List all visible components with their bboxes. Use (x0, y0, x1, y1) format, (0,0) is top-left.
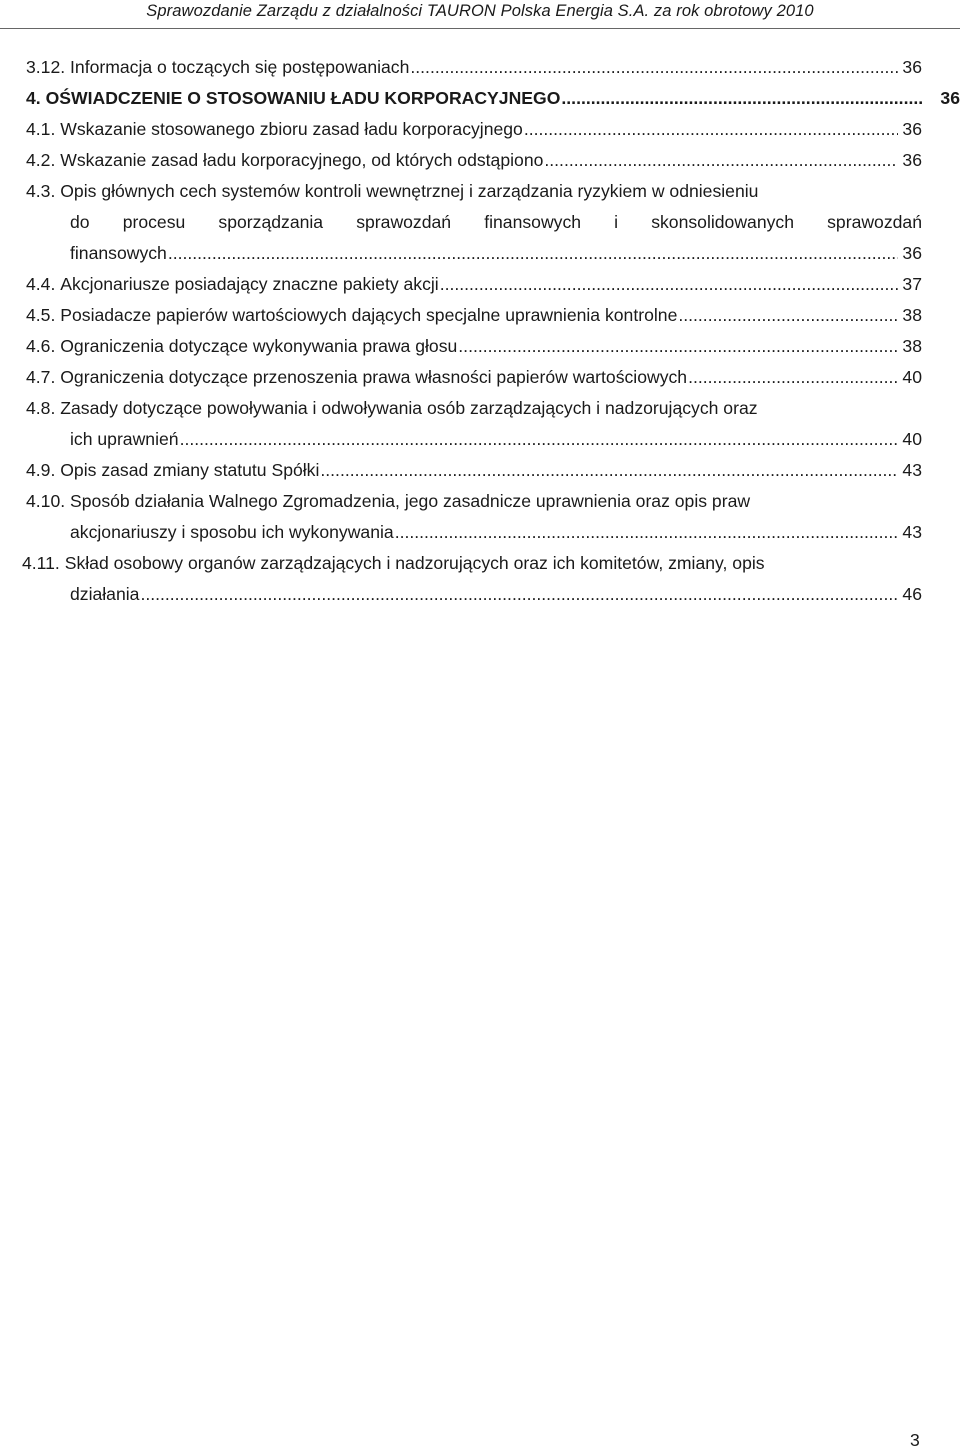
dot-leader (458, 331, 898, 362)
toc-entry-number: 4.2. (26, 150, 56, 170)
toc-entry-title: Ograniczenia dotyczące wykonywania prawa głosu (60, 336, 458, 356)
dot-leader (688, 362, 898, 393)
dot-leader (410, 52, 898, 83)
dot-leader (440, 269, 899, 300)
toc-entry-page: 38 (902, 305, 922, 325)
toc-entry-4-11[interactable] (22, 548, 922, 610)
toc-entry-number: 4.5. (26, 305, 56, 325)
toc-entry-page: 36 (902, 57, 922, 77)
toc-entry-4-9[interactable] (26, 455, 922, 486)
header-title: Sprawozdanie Zarządu z działalności TAURON Polska Energia S.A. za rok obrotowy 2010 (146, 2, 814, 20)
toc-entry-title: Informacja o toczących się postępowaniach (70, 57, 410, 77)
toc-entry-title: OŚWIADCZENIE O STOSOWANIU ŁADU KORPORACYJNEGO (45, 88, 561, 108)
toc-entry-4-7[interactable] (26, 362, 922, 393)
toc-entry-number: 3.12. (26, 57, 66, 77)
toc-entry-3-12[interactable] (26, 52, 922, 83)
dot-leader (561, 83, 922, 114)
dot-leader (168, 238, 899, 269)
dot-leader (544, 145, 898, 176)
toc-entry-4-8[interactable] (26, 393, 922, 455)
header-rule (0, 28, 960, 29)
toc-entry-number: 4.1. (26, 119, 56, 139)
toc-entry-number: 4.10. (26, 491, 66, 511)
dot-leader (395, 517, 899, 548)
toc-entry-title-line1: Opis głównych cech systemów kontroli wewnętrznej i zarządzania ryzykiem w odniesieniu (60, 181, 759, 201)
toc-entry-number: 4.3. (26, 181, 56, 201)
toc-entry-title-line1: Sposób działania Walnego Zgromadzenia, jego zasadnicze uprawnienia oraz opis praw (70, 491, 751, 511)
toc-entry-title: Akcjonariusze posiadający znaczne pakiety akcji (60, 274, 439, 294)
toc-entry-page: 43 (902, 522, 922, 542)
toc-entry-number: 4. (26, 88, 41, 108)
toc-entry-page: 36 (902, 119, 922, 139)
toc-entry-title: Wskazanie zasad ładu korporacyjnego, od których odstąpiono (60, 150, 544, 170)
toc-entry-4-6[interactable] (26, 331, 922, 362)
toc-entry-4[interactable] (26, 83, 960, 114)
toc-entry-page: 40 (902, 367, 922, 387)
toc-entry-page: 37 (902, 274, 922, 294)
toc-entry-title-line2: do procesu sporządzania sprawozdań finansowych i skonsolidowanych sprawozdań (70, 212, 922, 232)
toc-entry-title: Wskazanie stosowanego zbioru zasad ładu korporacyjnego (60, 119, 523, 139)
toc-entry-page: 36 (902, 150, 922, 170)
toc-entry-title: Opis zasad zmiany statutu Spółki (60, 460, 320, 480)
toc-entry-number: 4.7. (26, 367, 56, 387)
page-number: 3 (910, 1430, 920, 1450)
toc-entry-title-line1: Zasady dotyczące powoływania i odwoływania osób zarządzających i nadzorujących oraz (60, 398, 758, 418)
toc-entry-number: 4.11. (22, 553, 60, 573)
toc-entry-4-1[interactable] (26, 114, 922, 145)
toc-entry-number: 4.8. (26, 398, 56, 418)
dot-leader (180, 424, 899, 455)
toc-entry-4-4[interactable] (26, 269, 922, 300)
toc-entry-title-line2: ich uprawnień (70, 429, 179, 449)
toc-entry-title-line2: akcjonariuszy i sposobu ich wykonywania (70, 522, 394, 542)
toc-entry-4-5[interactable] (26, 300, 922, 331)
toc-entry-number: 4.6. (26, 336, 56, 356)
toc-entry-4-3[interactable] (26, 176, 922, 269)
dot-leader (678, 300, 898, 331)
toc-entry-title-line1: Skład osobowy organów zarządzających i nadzorujących oraz ich komitetów, zmiany, opis (64, 553, 765, 573)
toc-entry-page: 40 (902, 429, 922, 449)
toc-entry-page: 46 (902, 584, 922, 604)
table-of-contents (22, 52, 960, 610)
toc-entry-page: 43 (902, 460, 922, 480)
toc-entry-page: 36 (940, 88, 960, 108)
toc-entry-title-line3: finansowych (70, 243, 167, 263)
toc-entry-4-2[interactable] (26, 145, 922, 176)
toc-entry-page: 36 (902, 243, 922, 263)
dot-leader (140, 579, 898, 610)
toc-entry-number: 4.4. (26, 274, 56, 294)
toc-entry-number: 4.9. (26, 460, 56, 480)
toc-entry-title: Posiadacze papierów wartościowych dających specjalne uprawnienia kontrolne (60, 305, 678, 325)
toc-entry-page: 38 (902, 336, 922, 356)
dot-leader (524, 114, 899, 145)
toc-entry-title: Ograniczenia dotyczące przenoszenia prawa własności papierów wartościowych (60, 367, 688, 387)
toc-entry-title-line2: działania (70, 584, 140, 604)
toc-entry-4-10[interactable] (26, 486, 922, 548)
dot-leader (320, 455, 898, 486)
